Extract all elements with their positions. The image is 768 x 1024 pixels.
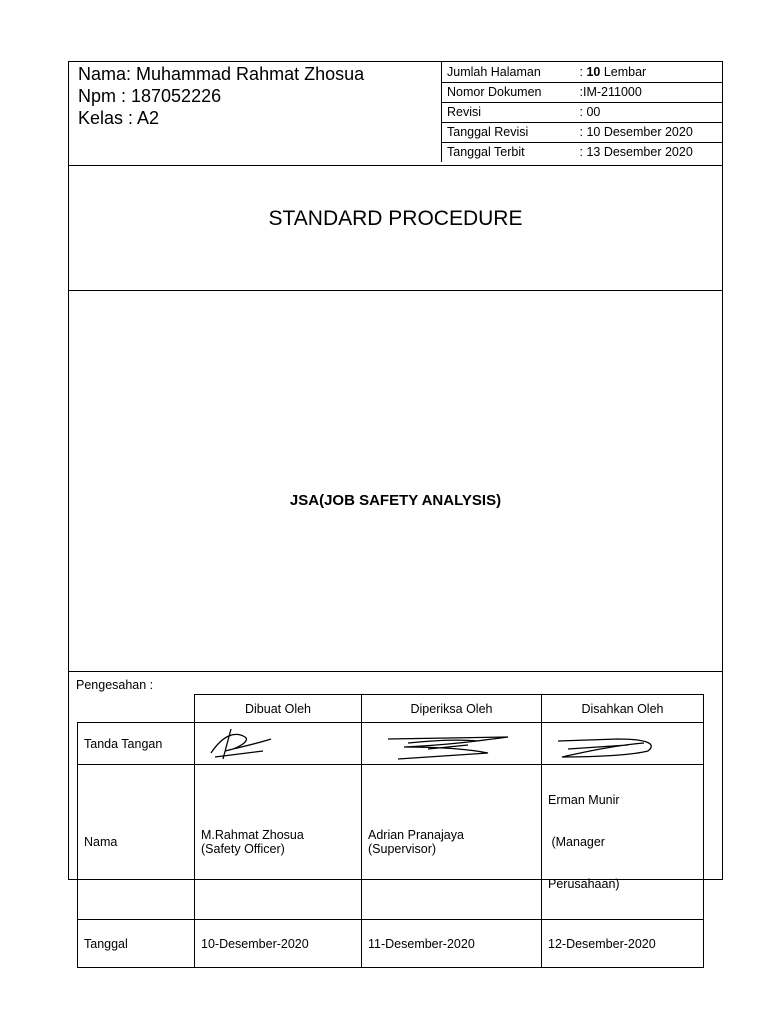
meta-value: : 13 Desember 2020 — [579, 145, 693, 160]
document-meta-table — [441, 62, 723, 162]
column-header: Disahkan Oleh — [542, 695, 704, 723]
meta-label: Revisi — [442, 102, 576, 122]
procedure-section — [69, 166, 722, 291]
student-name: Nama: Muhammad Rahmat Zhosua — [78, 64, 365, 84]
meta-label: Tanggal Terbit — [442, 142, 576, 162]
student-info — [78, 63, 364, 129]
procedure-title: STANDARD PROCEDURE — [268, 207, 523, 230]
meta-row — [442, 82, 724, 102]
approval-table — [77, 694, 704, 968]
date-cell: 11-Desember-2020 — [362, 920, 542, 968]
pengesahan-label: Pengesahan : — [76, 678, 154, 692]
approver-name: M.Rahmat Zhosua — [201, 828, 304, 842]
meta-label: Tanggal Revisi — [442, 122, 576, 142]
name-row — [78, 765, 704, 920]
meta-row — [442, 142, 724, 162]
signature-cell — [362, 723, 542, 765]
signature-row — [78, 723, 704, 765]
name-cell — [195, 765, 362, 920]
approver-name: Adrian Pranajaya — [368, 828, 464, 842]
row-label: Nama — [78, 765, 195, 920]
meta-value: :IM-211000 — [576, 82, 724, 102]
date-cell: 10-Desember-2020 — [195, 920, 362, 968]
meta-label: Jumlah Halaman — [442, 62, 576, 82]
row-label: Tanggal — [78, 920, 195, 968]
student-npm: Npm : 187052226 — [78, 86, 222, 106]
meta-value: : 10 Desember 2020 — [576, 122, 724, 142]
column-header: Dibuat Oleh — [195, 695, 362, 723]
signature-3 — [548, 727, 658, 761]
approver-role: (Manager — [548, 835, 605, 849]
jsa-title: JSA(JOB SAFETY ANALYSIS) — [289, 492, 502, 509]
meta-row — [442, 122, 724, 142]
meta-row — [442, 102, 724, 122]
jsa-section — [69, 291, 722, 672]
meta-value: : 10 Lembar — [576, 62, 724, 82]
approver-role: (Safety Officer) — [201, 842, 285, 856]
approver-role: (Supervisor) — [368, 842, 437, 856]
signature-1 — [201, 727, 281, 761]
date-row — [78, 920, 704, 968]
document-header — [69, 62, 722, 166]
meta-value: : 00 — [576, 102, 724, 122]
approval-header-row — [78, 695, 704, 723]
empty-corner-cell — [78, 695, 195, 723]
document-frame — [68, 61, 723, 951]
meta-row — [442, 62, 724, 82]
meta-label: Nomor Dokumen — [442, 82, 576, 102]
name-cell — [362, 765, 542, 920]
date-cell: 12-Desember-2020 — [542, 920, 704, 968]
row-label: Tanda Tangan — [78, 723, 195, 765]
name-cell — [542, 765, 704, 920]
approver-name: Erman Munir — [548, 793, 620, 807]
approver-role-cont: Perusahaan) — [548, 877, 620, 891]
signature-2 — [368, 727, 518, 761]
student-class: Kelas : A2 — [78, 108, 160, 128]
signature-cell — [195, 723, 362, 765]
signature-cell — [542, 723, 704, 765]
column-header: Diperiksa Oleh — [362, 695, 542, 723]
